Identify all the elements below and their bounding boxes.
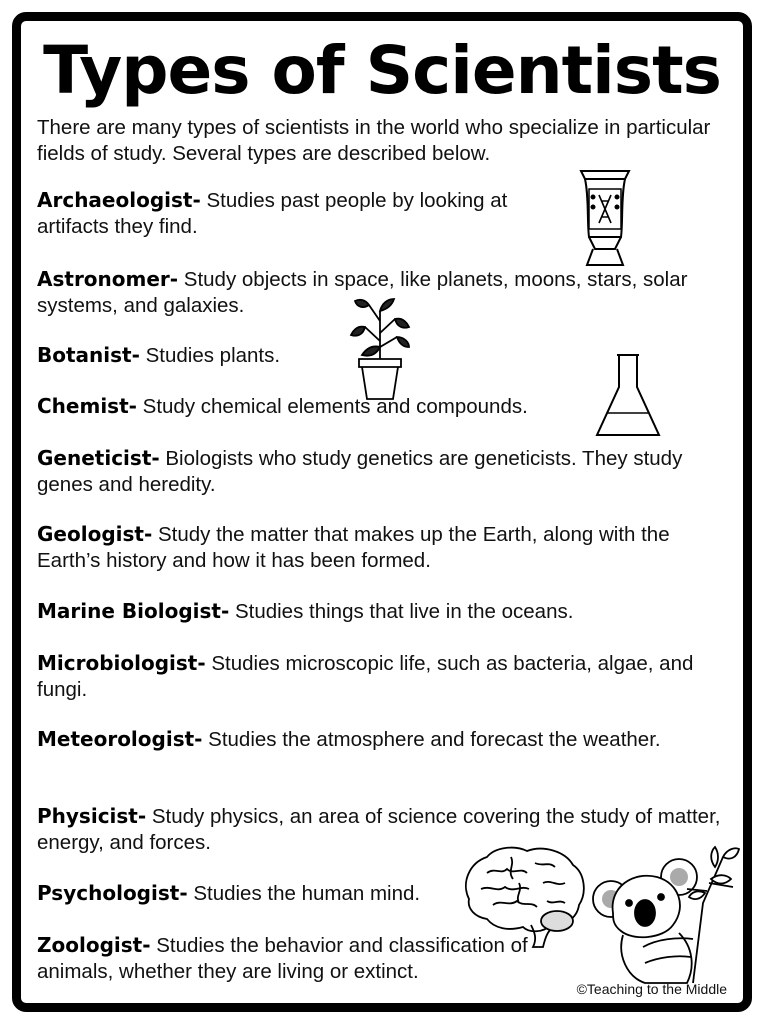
entry-description: Studies the human mind.	[187, 882, 421, 905]
entry-term: Geologist-	[37, 522, 153, 546]
entry-term: Marine Biologist-	[37, 599, 230, 623]
copyright-notice: ©Teaching to the Middle	[576, 981, 727, 997]
vase-icon	[577, 167, 633, 269]
koala-icon	[583, 843, 743, 989]
entry-description: Biologists who study genetics are geneticists. They study genes and heredity.	[37, 447, 683, 496]
entry-description: Study the matter that makes up the Earth, along with the Earth’s history and how it has been formed.	[37, 523, 670, 572]
entry-microbiologist	[37, 650, 737, 703]
intro-paragraph: There are many types of scientists in the world who specialize in particular fields of study. Several types are described below.	[37, 116, 711, 165]
page-title: Types of Scientists	[43, 32, 721, 109]
entry-term: Zoologist-	[37, 933, 151, 957]
entry-term: Geneticist-	[37, 446, 160, 470]
entry-geneticist	[37, 445, 727, 498]
entry-term: Physicist-	[37, 804, 147, 828]
entry-description: Study objects in space, like planets, moons, stars, solar systems, and galaxies.	[37, 268, 688, 317]
entry-description: Studies the atmosphere and forecast the weather.	[202, 728, 661, 751]
potted-plant-icon	[347, 291, 413, 403]
flask-icon	[593, 351, 663, 441]
entry-description: Studies the behavior and classification of animals, whether they are living or extinct.	[37, 934, 528, 983]
entry-term: Botanist-	[37, 343, 140, 367]
entry-description: Study chemical elements and compounds.	[136, 395, 528, 418]
entry-description: Studies things that live in the oceans.	[229, 600, 574, 623]
brain-icon	[459, 843, 589, 949]
entry-term: Meteorologist-	[37, 727, 203, 751]
entry-description: Studies plants.	[139, 344, 281, 367]
entry-description: Study physics, an area of science covering the study of matter, energy, and forces.	[37, 805, 721, 854]
worksheet-frame	[12, 12, 752, 1012]
entry-term: Astronomer-	[37, 267, 179, 291]
entry-term: Archaeologist-	[37, 188, 201, 212]
entry-marine-biologist	[37, 598, 737, 625]
entry-psychologist	[37, 880, 477, 907]
entry-term: Chemist-	[37, 394, 137, 418]
entry-term: Microbiologist-	[37, 651, 206, 675]
entry-archaeologist	[37, 187, 557, 240]
entry-geologist	[37, 521, 727, 574]
entry-description: Studies microscopic life, such as bacteria, algae, and fungi.	[37, 652, 694, 701]
entry-term: Psychologist-	[37, 881, 188, 905]
entry-meteorologist	[37, 726, 687, 753]
entry-chemist	[37, 393, 617, 420]
entry-description: Studies past people by looking at artifacts they find.	[37, 189, 508, 238]
